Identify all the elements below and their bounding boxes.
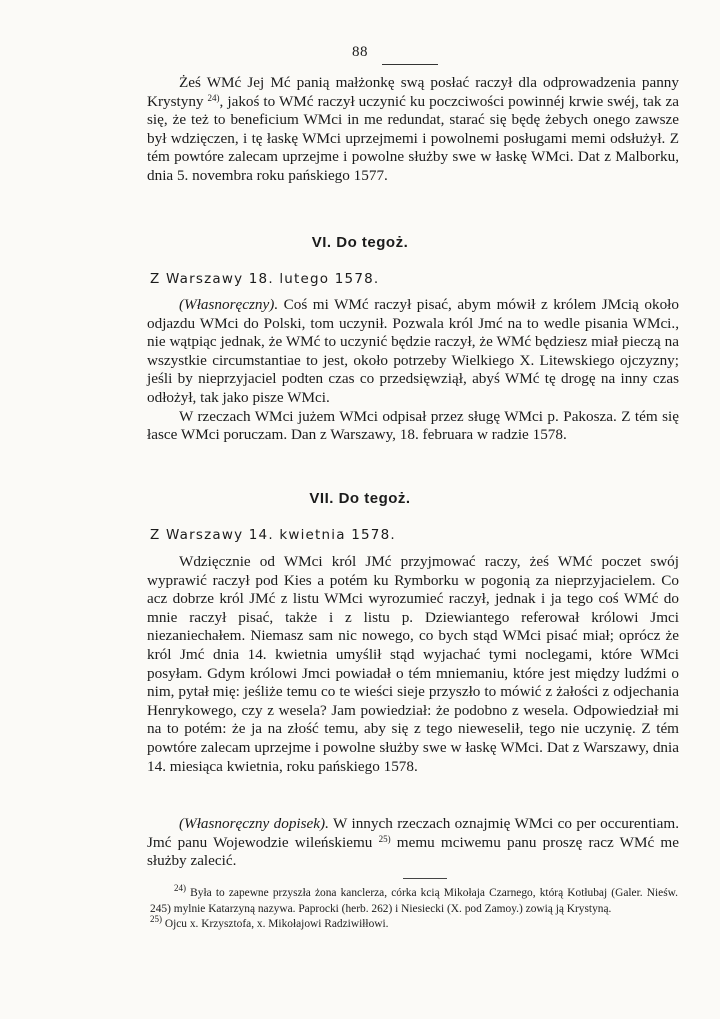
letter-vii-heading: VII. Do tegoż. bbox=[309, 490, 411, 507]
page-number-rule bbox=[382, 64, 438, 65]
postscript-text-b: memu mciwemu panu proszę racz WMć me służby zalecić. bbox=[147, 833, 679, 870]
continuation-text-b: , jakoś to WMć raczył uczynić ku poczciwości powinnéj krwie swéj, tak za się, że też to beneficium WMci in me redundat, starać się będę żebych onego zawsze był wdzięczen, i tę łaskę WMci uprzejmemi i powolnemi posługami memi odsłużył. Z tém powtóre zalecam uprzejme i powolne służby swe w łaskę WMci. Dat z Malborku, dnia 5. novembra roku pańskiego 1577. bbox=[147, 92, 679, 184]
footnote-ref-25: 25) bbox=[378, 833, 391, 844]
letter-vi-body bbox=[147, 296, 679, 445]
continuation-text-a: Żeś WMć Jej Mć panią małżonkę swą posłać raczył dla odprowadzenia panny Krystyny bbox=[147, 74, 679, 110]
letter-vii-body: Wdzięcznie od WMci król JMć przyjmować raczy, żeś WMć poczet swój wyprawić raczył pod Kies a potém ku Rymborku w pogonią za nieprzyjacielem. Co acz dobrze król JMć z listu WMci wyrozumieć raczył, jednak i ja tego coś WMć do mnie raczył pisać, także i z listu p. Dziewiantego referował królowi Jmci niezaniechałem. Niemasz sam nic nowego, co bych stąd WMci pisać miał; oprócz że król Jmć dnia 14. kwietnia umyślił stąd wyjachać tymi noclegami, które WMci posyłam. Gdym królowi Jmci powiadał o tém mniemaniu, które jest między ludźmi o nim, pytał mię: jeśliże temu co te wieści sieje przyszło to mówić z żałości z odjechania Henrykowego, czy z wesela? Jam powiedział: że podobno z wesela. Odpowiedział mi na to potém: że ja na złość temu, aby się z tego nieweselił, tego nie uczynię. Z tém powtóre zalecam uprzejme i powolne służby swe w łaskę WMci. Dat z Warszawy, dnia 14. miesiąca kwietnia, roku pańskiego 1578. bbox=[147, 553, 679, 775]
letter-vi-heading: VI. Do tegoż. bbox=[311, 234, 409, 251]
page-number: 88 bbox=[352, 44, 368, 60]
footnote-24-marker: 24) bbox=[174, 883, 186, 893]
footnote-24-text: Była to zapewne przyszła żona kanclerza, córka kcią Mikołaja Czarnego, którą Kotłubaj (Galer. Nieśw. 245) mylnie Katarzyną nazywa. Paprocki (herb. 262) i Niesiecki (X. pod Zamoy.) zowią ją Krystyną. bbox=[150, 887, 678, 915]
footnote-25 bbox=[150, 914, 678, 933]
footnotes bbox=[150, 883, 678, 933]
letter-vi-para2: W rzeczach WMci jużem WMci odpisał przez sługę WMci p. Pakosza. Z tém się łasce WMci poruczam. Dan z Warszawy, 18. februara w radzie 1578. bbox=[147, 407, 679, 444]
letter-vii-dateline: Z Warszawy 14. kwietnia 1578. bbox=[150, 527, 396, 543]
footnote-24 bbox=[150, 883, 678, 917]
footnote-separator bbox=[403, 878, 447, 879]
footnote-25-marker: 25) bbox=[150, 914, 162, 924]
letter-vi-label: (Własnoręczny). bbox=[179, 296, 279, 313]
footnote-ref-24: 24) bbox=[207, 92, 220, 103]
postscript-text-a: W innych rzeczach oznajmię WMci co per occurentiam. Jmć panu Wojewodzie wileńskiemu bbox=[147, 815, 680, 851]
continuation-paragraph bbox=[147, 74, 679, 186]
postscript-label: (Własnoręczny dopisek). bbox=[179, 815, 329, 832]
letter-vi-para1: Coś mi WMć raczył pisać, abym mówił z królem JMcią około odjazdu WMci do Polski, tom uczynił. Pozwala król Jmć na to wedle pisania WMci., nie wątpiąc jednak, że WMć to uczynić będzie raczył, że WMć będziesz miał pieczą na wszystkie circumstantiae to jest, około potrzeby Wielkiego X. Litewskiego ojczyzny; jeśli by nieprzyjaciel podten czas co przedsięwziął, abyś WMć tę drogę na inny czas odłożył, tak jako pisze WMci. bbox=[147, 296, 679, 406]
letter-vii-postscript bbox=[147, 815, 679, 871]
footnote-25-text: Ojcu x. Krzysztofa, x. Mikołajowi Radziwiłłowi. bbox=[162, 918, 389, 930]
letter-vi-dateline: Z Warszawy 18. lutego 1578. bbox=[150, 271, 380, 287]
